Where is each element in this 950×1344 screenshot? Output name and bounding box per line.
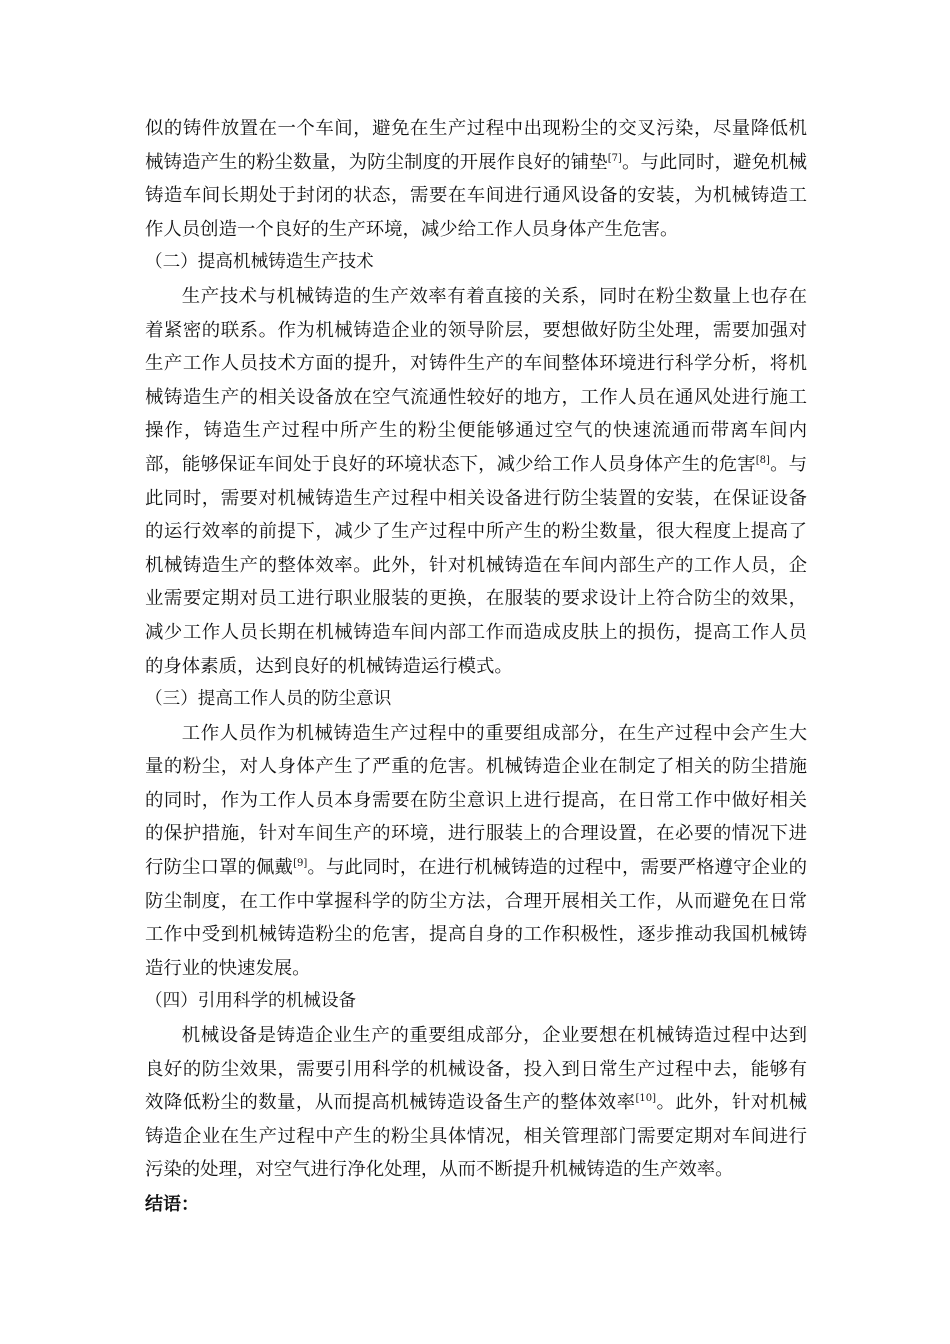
citation-7[interactable]: [7] <box>607 152 622 164</box>
section-heading-3: （三）提高工作人员的防尘意识 <box>145 689 392 710</box>
section-heading-2: （二）提高机械铸造生产技术 <box>145 252 374 273</box>
paragraph-text: 似的铸件放置在一个车间，避免在生产过程中出现粉尘的交叉污染，尽量降低机械铸造产生的粉尘数量，为防尘制度的开展作良好的铺垫 <box>145 118 807 173</box>
paragraph-dust-awareness <box>145 717 807 986</box>
paragraph-text: 。与此同时，避免机械铸造车间长期处于封闭的状态，需要在车间进行通风设备的安装，为机械铸造工作人员创造一个良好的生产环境，减少给工作人员身体产生危害。 <box>145 151 807 240</box>
conclusion-heading: 结语： <box>145 1194 199 1215</box>
paragraph-text: 工作人员作为机械铸造生产过程中的重要组成部分，在生产过程中会产生大量的粉尘，对人身体产生了严重的危害。机械铸造企业在制定了相关的防尘措施的同时，作为工作人员本身需要在防尘意识上进行提高，在日常工作中做好相关的保护措施，针对车间生产的环境，进行服装上的合理设置，在必要的情况下进行防尘口罩的佩戴 <box>145 722 807 879</box>
paragraph-production-technology <box>145 280 807 683</box>
paragraph-ventilation <box>145 112 807 246</box>
citation-9[interactable]: [9] <box>293 857 308 869</box>
document-page <box>145 112 807 1223</box>
citation-10[interactable]: [10] <box>635 1093 657 1105</box>
paragraph-text: 生产技术与机械铸造的生产效率有着直接的关系，同时在粉尘数量上也存在着紧密的联系。作为机械铸造企业的领导阶层，要想做好防尘处理，需要加强对生产工作人员技术方面的提升，对铸件生产的车间整体环境进行科学分析，将机械铸造生产的相关设备放在空气流通性较好的地方，工作人员在通风处进行施工操作，铸造生产过程中所产生的粉尘便能够通过空气的快速流通而带离车间内部，能够保证车间处于良好的环境状态下，减少给工作人员身体产生的危害 <box>145 285 807 475</box>
paragraph-text: 机械设备是铸造企业生产的重要组成部分，企业要想在机械铸造过程中达到良好的防尘效果，需要引用科学的机械设备，投入到日常生产过程中去，能够有效降低粉尘的数量，从而提高机械铸造设备生产的整体效率 <box>145 1025 807 1114</box>
citation-8[interactable]: [8] <box>755 454 770 466</box>
paragraph-text: 。此外，针对机械铸造企业在生产过程中产生的粉尘具体情况，相关管理部门需要定期对车间进行污染的处理，对空气进行净化处理，从而不断提升机械铸造的生产效率。 <box>145 1092 807 1181</box>
paragraph-text: 。与此同时，需要对机械铸造生产过程中相关设备进行防尘装置的安装，在保证设备的运行效率的前提下，减少了生产过程中所产生的粉尘数量，很大程度上提高了机械铸造生产的整体效率。此外，针对机械铸造在车间内部生产的工作人员，企业需要定期对员工进行职业服装的更换，在服装的要求设计上符合防尘的效果，减少工作人员长期在机械铸造车间内部工作而造成皮肤上的损伤，提高工作人员的身体素质，达到良好的机械铸造运行模式。 <box>145 453 807 677</box>
paragraph-mechanical-equipment <box>145 1019 807 1187</box>
section-heading-4: （四）引用科学的机械设备 <box>145 991 357 1012</box>
paragraph-text: 。与此同时，在进行机械铸造的过程中，需要严格遵守企业的防尘制度，在工作中掌握科学的防尘方法，合理开展相关工作，从而避免在日常工作中受到机械铸造粉尘的危害，提高自身的工作积极性，逐步推动我国机械铸造行业的快速发展。 <box>145 857 807 979</box>
